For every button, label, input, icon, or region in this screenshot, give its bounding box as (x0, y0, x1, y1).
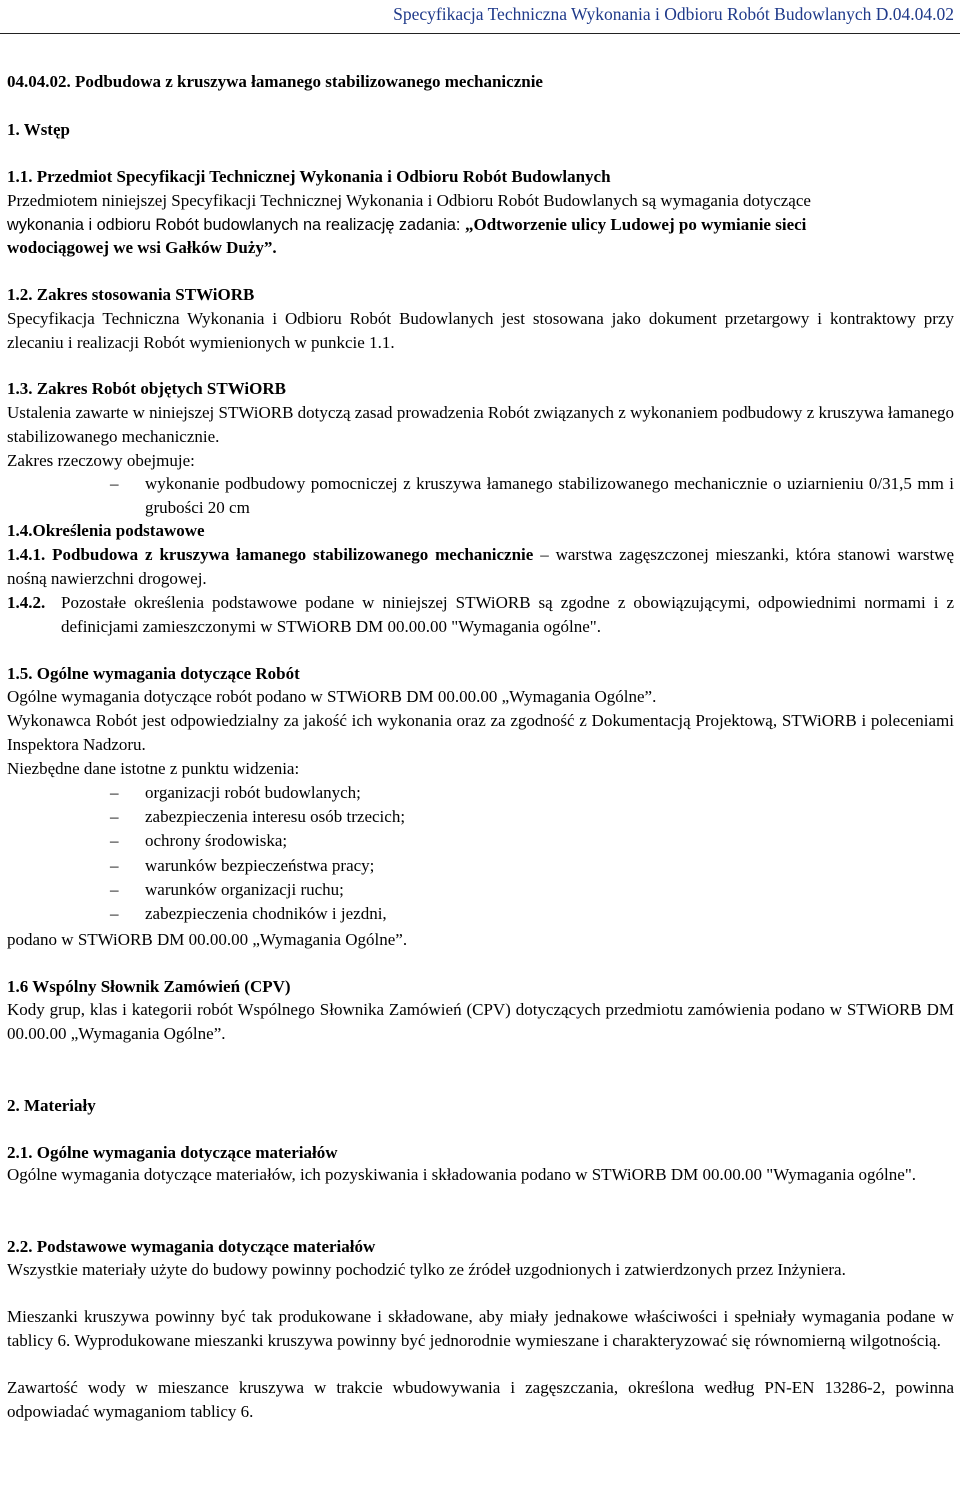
section-2-heading: 2. Materiały (7, 1096, 96, 1115)
section-2-2-heading: 2.2. Podstawowe wymagania dotyczące materiałów (7, 1237, 376, 1256)
section-1-6-paragraph: Kody grup, klas i kategorii robót Wspólnego Słownika Zamówień (CPV) dotyczących przedmiotu zamówienia podano w STWiORB DM 00.00.00 „Wymagania Ogólne”. (7, 1000, 954, 1043)
section-1-2-paragraph: Specyfikacja Techniczna Wykonania i Odbioru Robót Budowlanych jest stosowana jako dokument przetargowy i kontraktowy przy zlecaniu i realizacji Robót wymienionych w punkcie 1.1. (7, 309, 954, 352)
scope-list-item (110, 472, 954, 520)
section-1-5-paragraph: Wykonawca Robót jest odpowiedzialny za jakość ich wykonania oraz za zgodność z Dokumentacją Projektową, STWiORB i poleceniami Inspektora Nadzoru. (7, 711, 954, 754)
section-2-2-paragraph-3: Zawartość wody w mieszance kruszywa w trakcie wbudowywania i zagęszczania, określona według PN-EN 13286-2, powinna odpowiadać wymaganiom tablicy 6. (7, 1378, 954, 1421)
list-dash: – (110, 856, 119, 875)
definition-1-4-1-term: 1.4.1. Podbudowa z kruszywa łamanego stabilizowanego mechanicznie (7, 545, 534, 564)
list-dash: – (110, 807, 119, 826)
list-item-text: warunków organizacji ruchu; (145, 880, 344, 899)
list-dash: – (110, 880, 119, 899)
definition-1-4-1-text: – warstwa zagęszczonej mieszanki, która stanowi warstwę nośną nawierzchni drogowej. (7, 545, 954, 588)
section-1-4-heading: 1.4.Określenia podstawowe (7, 521, 205, 540)
section-2-1-heading: 2.1. Ogólne wymagania dotyczące materiałów (7, 1143, 338, 1162)
list-dash: – (110, 904, 119, 923)
section-1-1-line2-text: wykonania i odbioru Robót budowlanych na realizację zadania: (7, 216, 465, 234)
section-1-5-list-intro: Niezbędne dane istotne z punktu widzenia: (7, 759, 300, 778)
list-dash: – (110, 474, 119, 493)
section-1-3-heading: 1.3. Zakres Robót objętych STWiORB (7, 379, 286, 398)
list-item-text: ochrony środowiska; (145, 831, 288, 850)
task-name-part1: „Odtworzenie ulicy Ludowej po wymianie sieci (464, 215, 807, 234)
list-item-text: organizacji robót budowlanych; (145, 783, 361, 802)
document-title: 04.04.02. Podbudowa z kruszywa łamanego stabilizowanego mechanicznie (7, 72, 543, 91)
section-1-2-heading: 1.2. Zakres stosowania STWiORB (7, 285, 255, 304)
section-1-5-closing: podano w STWiORB DM 00.00.00 „Wymagania Ogólne”. (7, 930, 408, 949)
scope-item-text: wykonanie podbudowy pomocniczej z kruszywa łamanego stabilizowanego mechanicznie o uziarnieniu 0/31,5 mm i grubości 20 cm (145, 474, 954, 517)
section-2-1-paragraph: Ogólne wymagania dotyczące materiałów, ich pozyskiwania i składowania podano w STWiORB DM 00.00.00 "Wymagania ogólne". (7, 1165, 917, 1184)
section-1-3-paragraph: Ustalenia zawarte w niniejszej STWiORB dotyczą zasad prowadzenia Robót związanych z wykonaniem podbudowy z kruszywa łamanego stabilizowanego mechanicznie. (7, 403, 954, 446)
task-name-part2: wodociągowej we wsi Gałków Duży”. (7, 238, 277, 257)
section-1-5-heading: 1.5. Ogólne wymagania dotyczące Robót (7, 664, 300, 683)
list-dash: – (110, 831, 119, 850)
section-1-1-line2 (7, 213, 954, 238)
section-1-5-line1: Ogólne wymagania dotyczące robót podano w STWiORB DM 00.00.00 „Wymagania Ogólne”. (7, 687, 657, 706)
definition-1-4-2-number: 1.4.2. (7, 593, 46, 612)
section-2-2-paragraph-2: Mieszanki kruszywa powinny być tak produkowane i składowane, aby miały jednakowe właściwości i spełniały wymagania podane w tablicy 6. Wyprodukowane mieszanki kruszywa powinny być jednorodnie wymieszane i charakteryzować się równomierną wilgotnością. (7, 1307, 954, 1350)
section-1-heading: 1. Wstęp (7, 120, 70, 139)
scope-label: Zakres rzeczowy obejmuje: (7, 451, 195, 470)
section-1-6-heading: 1.6 Wspólny Słownik Zamówień (CPV) (7, 977, 291, 996)
list-item-text: zabezpieczenia interesu osób trzecich; (145, 807, 406, 826)
header-rule (0, 33, 960, 34)
header-title: Specyfikacja Techniczna Wykonania i Odbioru Robót Budowlanych D.04.04.02 (393, 4, 954, 24)
section-1-1-line1: Przedmiotem niniejszej Specyfikacji Technicznej Wykonania i Odbioru Robót Budowlanych są wymagania dotyczące (7, 191, 811, 210)
list-item-text: zabezpieczenia chodników i jezdni, (145, 904, 387, 923)
list-item-text: warunków bezpieczeństwa pracy; (145, 856, 375, 875)
list-dash: – (110, 783, 119, 802)
section-1-1-heading: 1.1. Przedmiot Specyfikacji Technicznej Wykonania i Odbioru Robót Budowlanych (7, 167, 611, 186)
definition-1-4-1 (7, 543, 954, 590)
definition-1-4-2-text: Pozostałe określenia podstawowe podane w niniejszej STWiORB są zgodne z obowiązującymi, odpowiednimi normami i z definicjami zamieszczonymi w STWiORB DM 00.00.00 "Wymagania ogólne". (61, 593, 954, 636)
section-2-2-paragraph-1: Wszystkie materiały użyte do budowy powinny pochodzić tylko ze źródeł uzgodnionych i zatwierdzonych przez Inżyniera. (7, 1260, 846, 1279)
